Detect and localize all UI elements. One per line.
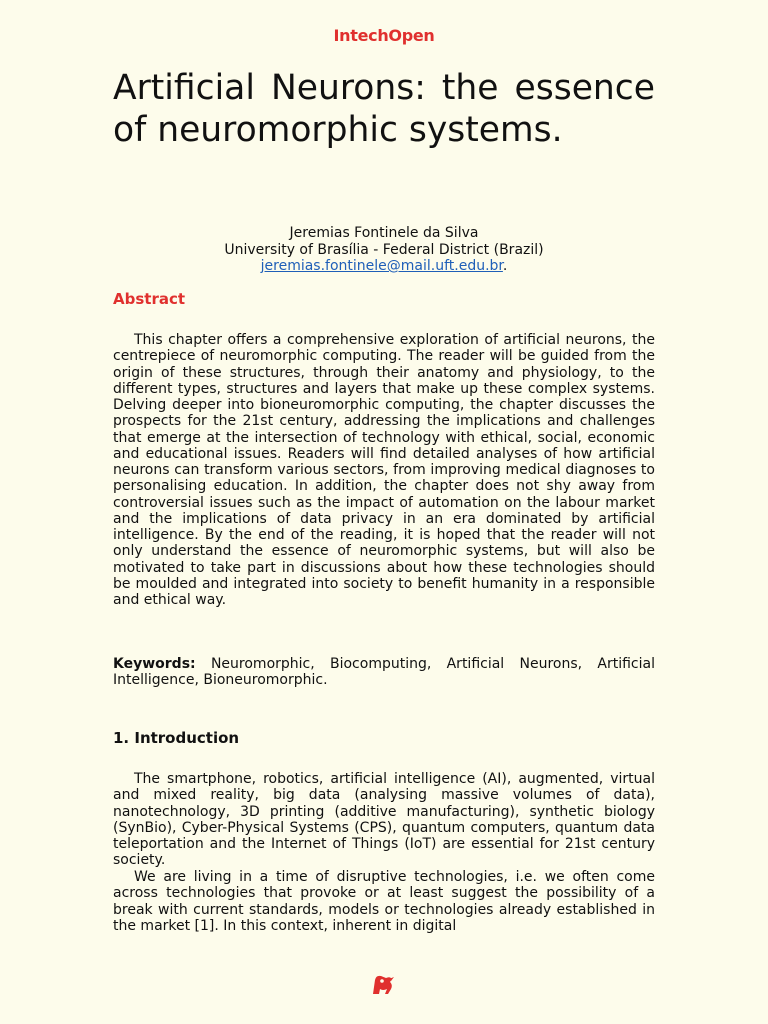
email-suffix: . (502, 258, 508, 274)
intechopen-bird-icon (370, 972, 396, 998)
publisher-logo: IntechOpen (333, 26, 435, 45)
abstract-body: This chapter offers a comprehensive exploration of artificial neurons, the centrepiece of neuromorphic computing. The reader will be guided from the origin of these structures, through their anatomy and physiology, to the different types, structures and layers that make up these complex systems. Delving deeper into bioneuromorphic computing, the chapter discusses the prospects for the 21st century, addressing the implications and challenges that emerge at the intersection of technology with ethical, social, economic and educational issues. Readers will find detailed analyses of how artificial neurons can transform various sectors, from improving medical diagnoses to personalising education. In addition, the chapter does not shy away from controversial issues such as the impact of automation on the labour market and the implications of data privacy in an era dominated by artificial intelligence. By the end of the reading, it is hoped that the reader will not only understand the essence of neuromorphic systems, but will also be motivated to take part in discussions about how these technologies should be moulded and integrated into society to benefit humanity in a responsible and ethical way. (113, 332, 655, 608)
keywords-text: Neuromorphic, Biocomputing, Artificial Neurons, Artificial Intelligence, Bioneuromorphic. (113, 656, 655, 689)
author-block (113, 225, 655, 275)
author-affiliation: University of Brasília - Federal District (Brazil) (224, 241, 544, 258)
author-name: Jeremias Fontinele da Silva (289, 225, 479, 241)
introduction-paragraph: We are living in a time of disruptive technologies, i.e. we often come across technologies that provoke or at least suggest the possibility of a break with current standards, models or technologies already established in the market [1]. In this context, inherent in digital (113, 869, 655, 934)
introduction-paragraph: The smartphone, robotics, artificial intelligence (AI), augmented, virtual and mixed reality, big data (analysing massive volumes of data), nanotechnology, 3D printing (additive manufacturing), synthetic biology (SynBio), Cyber-Physical Systems (CPS), quantum computers, quantum data teleportation and the Internet of Things (IoT) are essential for 21st century society. (113, 771, 655, 869)
author-email-line (113, 258, 655, 275)
abstract-heading: Abstract (113, 290, 186, 308)
keywords-line (113, 656, 655, 689)
keywords-label: Keywords: (113, 656, 196, 672)
author-email-link[interactable]: jeremias.fontinele@mail.uft.edu.br (260, 258, 503, 274)
introduction-heading: 1. Introduction (113, 729, 240, 747)
page-title: Artificial Neurons: the essence of neuromorphic systems. (113, 68, 655, 150)
